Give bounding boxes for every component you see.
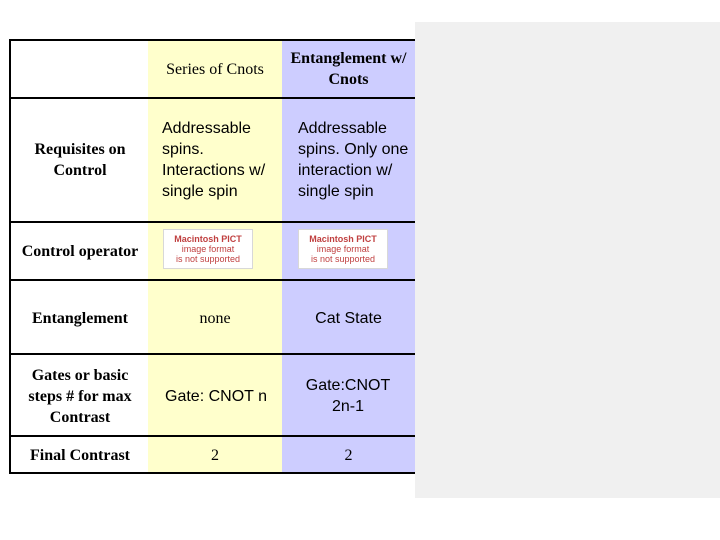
entanglement-requisites-cell: Addressable spins. Only one interaction w/ single spin bbox=[298, 120, 409, 200]
series-requisites-cell: Addressable spins. Interactions w/ single spin bbox=[162, 120, 266, 200]
row-label-entanglement: Entanglement bbox=[32, 309, 128, 327]
entanglement-final-contrast-cell: 2 bbox=[344, 446, 353, 464]
entanglement-entanglement-cell: Cat State bbox=[315, 309, 382, 327]
table-left-border bbox=[9, 40, 11, 474]
pict-placeholder-image bbox=[163, 229, 253, 269]
pict-placeholder-line: Macintosh PICT bbox=[309, 234, 377, 244]
table-bottom-border bbox=[9, 472, 415, 474]
pict-placeholder-line: Macintosh PICT bbox=[174, 234, 242, 244]
row-label-requisites-on-control: Requisites on Control bbox=[34, 141, 126, 179]
entanglement-gates-cell: Gate:CNOT 2n-1 bbox=[305, 377, 391, 415]
row-divider bbox=[9, 279, 415, 281]
pict-placeholder-line: image format bbox=[316, 244, 370, 254]
header-entanglement-with-cnots: Entanglement w/ Cnots bbox=[290, 50, 407, 88]
row-label-final-contrast: Final Contrast bbox=[30, 446, 130, 464]
series-final-contrast-cell: 2 bbox=[211, 446, 219, 464]
row-label-gates-or-basic-steps: Gates or basic steps # for max Contrast bbox=[28, 366, 132, 426]
series-entanglement-cell: none bbox=[199, 309, 231, 327]
pict-placeholder-image bbox=[298, 229, 388, 269]
side-panel bbox=[415, 22, 720, 498]
pict-placeholder-line: is not supported bbox=[310, 254, 376, 264]
series-gates-cell: Gate: CNOT n bbox=[165, 387, 267, 405]
pict-placeholder-line: image format bbox=[181, 244, 235, 254]
header-series-of-cnots: Series of Cnots bbox=[166, 60, 264, 78]
row-label-control-operator: Control operator bbox=[21, 242, 139, 260]
pict-placeholder-line: is not supported bbox=[175, 254, 241, 264]
